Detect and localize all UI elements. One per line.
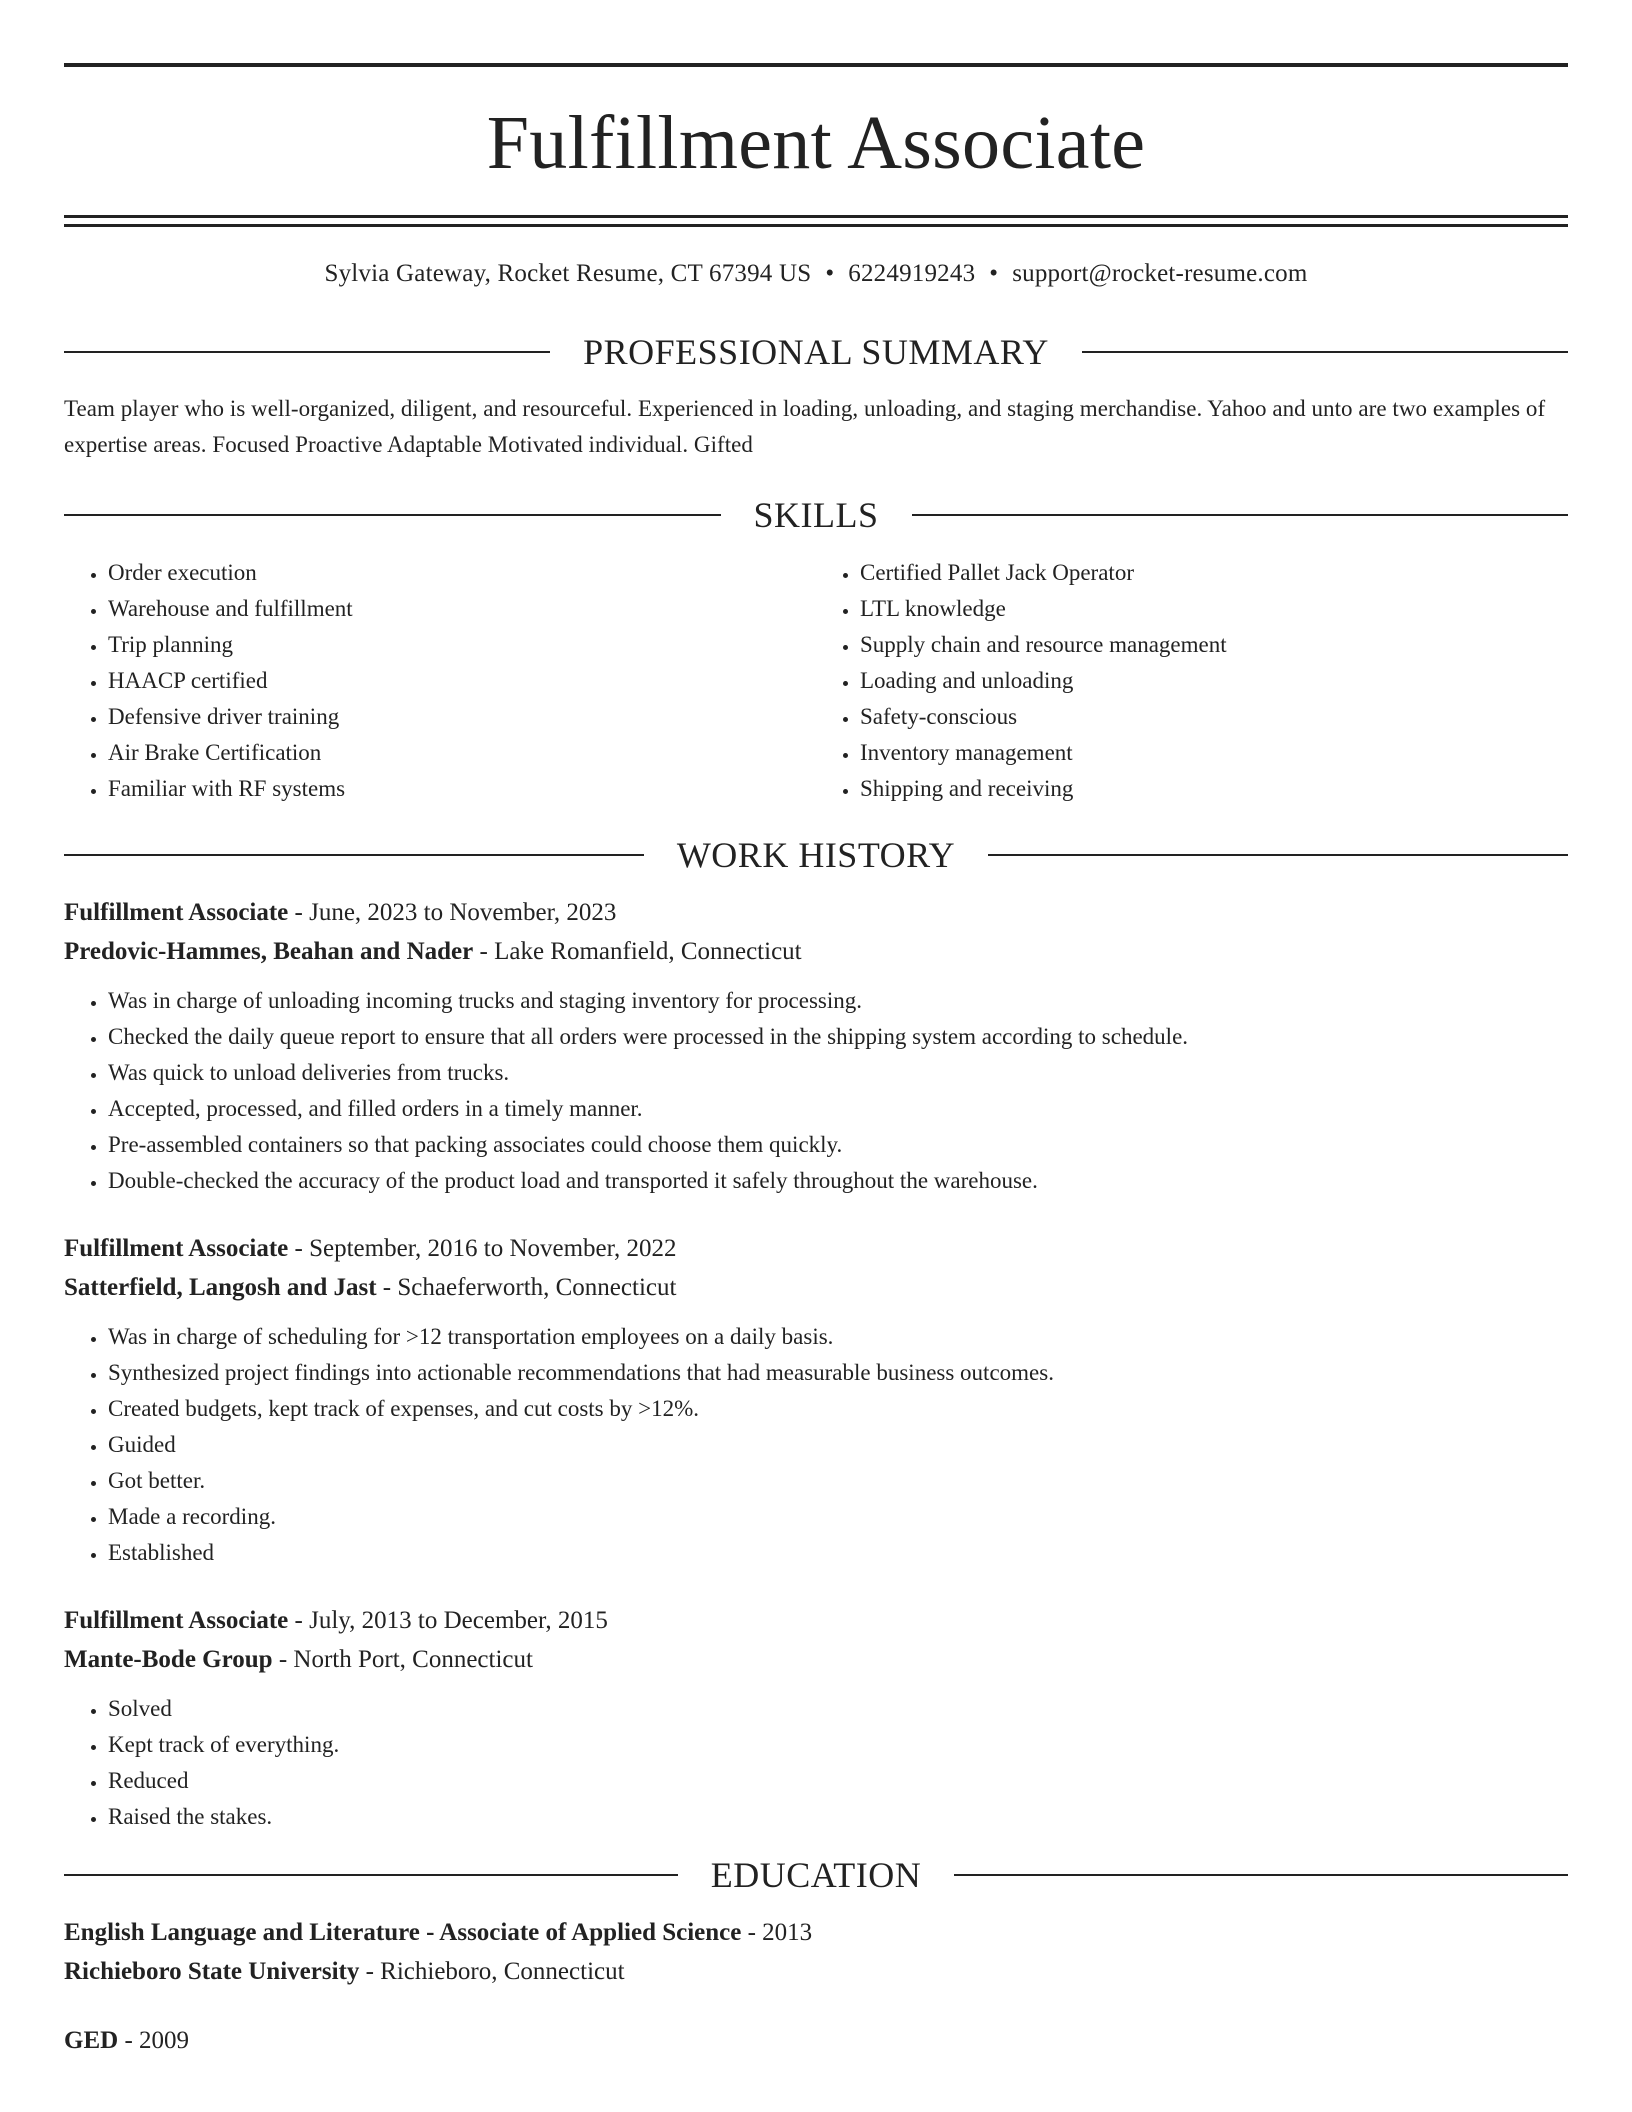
- skill-item: • Loading and unloading: [860, 663, 1568, 699]
- job-entry: [64, 893, 1568, 1199]
- job-company-line: [64, 932, 1568, 971]
- job-company: Mante-Bode Group: [64, 1646, 273, 1673]
- section-heading-label: EDUCATION: [710, 1855, 922, 1895]
- job-company: Satterfield, Langosh and Jast: [64, 1274, 377, 1301]
- skill-item: • HAACP certified: [108, 663, 816, 699]
- divider-line: [64, 1874, 678, 1876]
- job-duties: [64, 1319, 1568, 1571]
- job-duties: [64, 1691, 1568, 1835]
- degree-name: GED: [64, 2027, 119, 2054]
- divider-line: [912, 514, 1569, 516]
- contact-address: Sylvia Gateway, Rocket Resume, CT 67394 US: [324, 260, 812, 287]
- contact-separator: •: [825, 260, 835, 287]
- education-list: [64, 1913, 1568, 2060]
- job-company-line: [64, 1640, 1568, 1679]
- education-entry: [64, 2021, 1568, 2060]
- school-location: - Richieboro, Connecticut: [359, 1958, 625, 1985]
- skill-item: • Inventory management: [860, 735, 1568, 771]
- job-location: - Lake Romanfield, Connecticut: [473, 938, 802, 965]
- divider-line: [64, 514, 721, 516]
- section-heading-work-history: [64, 837, 1568, 873]
- job-duties: [64, 983, 1568, 1199]
- job-dates: - September, 2016 to November, 2022: [288, 1235, 677, 1262]
- job-dates: - June, 2023 to November, 2023: [288, 899, 617, 926]
- skill-item: • Trip planning: [108, 627, 816, 663]
- skill-item: • Air Brake Certification: [108, 735, 816, 771]
- skill-item: • Warehouse and fulfillment: [108, 591, 816, 627]
- section-heading-label: WORK HISTORY: [676, 835, 956, 875]
- contact-line: [64, 261, 1568, 286]
- skill-item: • Shipping and receiving: [860, 771, 1568, 807]
- degree-line: [64, 1913, 1568, 1952]
- duty-item: • Guided: [108, 1427, 1568, 1463]
- contact-email: support@rocket-resume.com: [1012, 260, 1308, 287]
- duty-item: • Reduced: [108, 1763, 1568, 1799]
- duty-item: • Synthesized project findings into actionable recommendations that had measurable business outcomes.: [108, 1355, 1568, 1391]
- degree-year: - 2009: [118, 2027, 190, 2054]
- duty-item: • Double-checked the accuracy of the product load and transported it safely throughout the warehouse.: [108, 1163, 1568, 1199]
- job-dates: - July, 2013 to December, 2015: [288, 1607, 608, 1634]
- skill-item: • LTL knowledge: [860, 591, 1568, 627]
- skill-item: • Supply chain and resource management: [860, 627, 1568, 663]
- section-heading-summary: [64, 334, 1568, 370]
- duty-item: • Was quick to unload deliveries from trucks.: [108, 1055, 1568, 1091]
- job-entry: [64, 1229, 1568, 1571]
- skill-item: • Order execution: [108, 555, 816, 591]
- skill-item: • Familiar with RF systems: [108, 771, 816, 807]
- title-double-rule: [64, 215, 1568, 227]
- skill-item: • Certified Pallet Jack Operator: [860, 555, 1568, 591]
- duty-item: • Checked the daily queue report to ensure that all orders were processed in the shipping system according to schedule.: [108, 1019, 1568, 1055]
- divider-line: [64, 351, 550, 353]
- duty-item: • Kept track of everything.: [108, 1727, 1568, 1763]
- school-line: [64, 1952, 1568, 1991]
- duty-item: • Made a recording.: [108, 1499, 1568, 1535]
- skills-list-left: [64, 555, 816, 807]
- job-company-line: [64, 1268, 1568, 1307]
- degree-name: English Language and Literature - Associate of Applied Science: [64, 1919, 742, 1946]
- duty-item: • Pre-assembled containers so that packing associates could choose them quickly.: [108, 1127, 1568, 1163]
- skill-item: • Safety-conscious: [860, 699, 1568, 735]
- job-title: Fulfillment Associate: [64, 899, 289, 926]
- section-heading-education: [64, 1857, 1568, 1893]
- section-heading-label: SKILLS: [753, 495, 879, 535]
- skills-columns: [64, 555, 1568, 807]
- summary-text: Team player who is well-organized, diligent, and resourceful. Experienced in loading, unloading, and staging merchandise. Yahoo and unto are two examples of expertise areas. Focused Proactive Adaptable Motivated individual. Gifted: [64, 396, 1546, 457]
- skills-list-right: [816, 555, 1568, 807]
- skill-item: • Defensive driver training: [108, 699, 816, 735]
- job-title: Fulfillment Associate: [64, 1235, 289, 1262]
- duty-item: • Established: [108, 1535, 1568, 1571]
- section-heading-skills: [64, 497, 1568, 533]
- job-title-line: [64, 1601, 1568, 1640]
- school-name: Richieboro State University: [64, 1958, 360, 1985]
- education-entry: [64, 1913, 1568, 1991]
- divider-line: [1082, 351, 1568, 353]
- duty-item: • Accepted, processed, and filled orders in a timely manner.: [108, 1091, 1568, 1127]
- job-entry: [64, 1601, 1568, 1835]
- resume-title: Fulfillment Associate: [486, 101, 1146, 185]
- job-company: Predovic-Hammes, Beahan and Nader: [64, 938, 474, 965]
- divider-line: [954, 1874, 1568, 1876]
- duty-item: • Got better.: [108, 1463, 1568, 1499]
- section-heading-label: PROFESSIONAL SUMMARY: [583, 332, 1049, 372]
- job-location: - North Port, Connecticut: [272, 1646, 533, 1673]
- duty-item: • Solved: [108, 1691, 1568, 1727]
- duty-item: • Was in charge of scheduling for >12 transportation employees on a daily basis.: [108, 1319, 1568, 1355]
- divider-line: [64, 854, 644, 856]
- job-location: - Schaeferworth, Connecticut: [376, 1274, 677, 1301]
- job-title: Fulfillment Associate: [64, 1607, 289, 1634]
- divider-line: [988, 854, 1568, 856]
- top-rule: [64, 63, 1568, 67]
- duty-item: • Created budgets, kept track of expenses, and cut costs by >12%.: [108, 1391, 1568, 1427]
- duty-item: • Raised the stakes.: [108, 1799, 1568, 1835]
- degree-year: - 2013: [741, 1919, 813, 1946]
- duty-item: • Was in charge of unloading incoming trucks and staging inventory for processing.: [108, 983, 1568, 1019]
- contact-phone: 6224919243: [848, 260, 976, 287]
- job-title-line: [64, 893, 1568, 932]
- degree-line: [64, 2021, 1568, 2060]
- contact-separator: •: [989, 260, 999, 287]
- job-title-line: [64, 1229, 1568, 1268]
